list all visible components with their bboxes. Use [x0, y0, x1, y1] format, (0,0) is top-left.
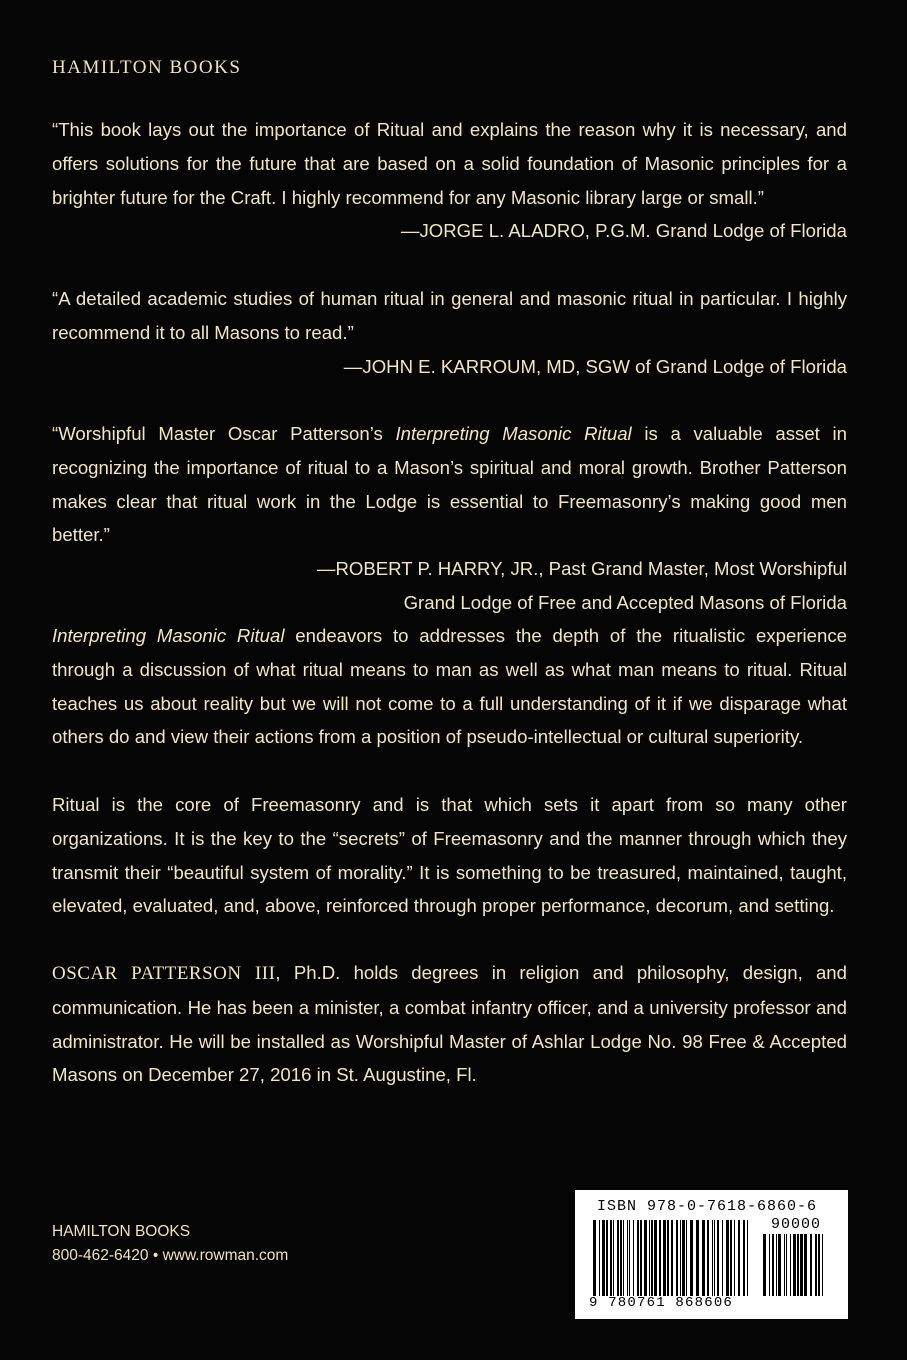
- publisher-info-bottom: [52, 1220, 288, 1268]
- barcode-bar: [790, 1234, 791, 1296]
- barcode-bar: [772, 1234, 774, 1296]
- barcode-bar: [613, 1220, 614, 1296]
- barcode-bar: [659, 1220, 661, 1296]
- barcode-bar: [815, 1234, 817, 1296]
- barcode-bar: [654, 1220, 657, 1296]
- barcode-bar: [734, 1220, 735, 1296]
- barcode-bar: [676, 1220, 678, 1296]
- barcode-bar: [690, 1220, 693, 1296]
- barcode-bar: [620, 1220, 622, 1296]
- barcode-bar: [722, 1220, 723, 1296]
- barcode-bar: [707, 1220, 709, 1296]
- barcode-bar: [818, 1234, 820, 1296]
- barcode-bar: [623, 1220, 624, 1296]
- barcode-bar: [629, 1220, 630, 1296]
- barcode-bar: [686, 1220, 687, 1296]
- barcode-bar: [617, 1220, 619, 1296]
- barcode-bar: [776, 1234, 777, 1296]
- barcode-bar: [778, 1234, 781, 1296]
- barcode-bar: [671, 1220, 673, 1296]
- barcode-bar: [682, 1220, 685, 1296]
- barcode-bar: [702, 1220, 705, 1296]
- barcode-bar: [651, 1220, 653, 1296]
- barcode-bar: [784, 1234, 785, 1296]
- isbn-number: ISBN 978-0-7618-6860-6: [597, 1198, 818, 1215]
- author-bio: [52, 956, 847, 1092]
- endorsement-2-attribution: —JOHN E. KARROUM, MD, SGW of Grand Lodge of Florida: [343, 355, 847, 377]
- endorsement-3: [52, 417, 847, 620]
- endorsement-3-attribution-line-2: Grand Lodge of Free and Accepted Masons of Florida: [403, 591, 847, 613]
- book-description-1-title: Interpreting Masonic Ritual: [52, 625, 285, 646]
- book-description-2-text: Ritual is the core of Freemasonry and is that which sets it apart from so many other organizations. It is the key to the “secrets” of Freemasonry and the manner through which they transmit their “beautiful system of morality.” It is something to be treasured, maintained, taught, elevated, evaluated, and, above, reinforced through proper performance, decorum, and setting.: [52, 794, 847, 917]
- barcode-bar: [730, 1220, 732, 1296]
- price-code: 90000: [771, 1216, 822, 1233]
- endorsement-3-text: [52, 417, 847, 552]
- barcode-bar: [649, 1220, 650, 1296]
- endorsement-2: [52, 282, 847, 383]
- book-description-1-text: [52, 619, 847, 754]
- barcode-bar: [696, 1220, 699, 1296]
- barcode-bar: [680, 1220, 681, 1296]
- barcode-bar: [593, 1220, 596, 1296]
- price-barcode-bars: [763, 1234, 825, 1296]
- barcode-bar: [793, 1234, 796, 1296]
- barcode-bar: [610, 1220, 612, 1296]
- publisher-contact: 800-462-6420 • www.rowman.com: [52, 1247, 289, 1264]
- endorsement-3-text-after: is a valuable asset in recognizing the importance of ritual to a Mason’s spiritual and moral growth. Brother Patterson makes clear that ritual work in the Lodge is essential to Freemasonry’s making good men better.”: [52, 423, 847, 546]
- barcode-bar: [747, 1220, 748, 1296]
- barcode-bar: [743, 1220, 745, 1296]
- barcode-bar: [822, 1234, 823, 1296]
- barcode-bar: [763, 1234, 766, 1296]
- ean-number: 9 780761 868606: [589, 1295, 734, 1311]
- barcode-bar: [804, 1234, 807, 1296]
- barcode-bar: [602, 1220, 605, 1296]
- barcode-bar: [786, 1234, 787, 1296]
- barcode-bar: [717, 1220, 719, 1296]
- barcode-bar: [663, 1220, 666, 1296]
- endorsement-3-text-before: “Worshipful Master Oscar Patterson’s: [52, 423, 396, 444]
- endorsement-3-attribution: [52, 552, 847, 620]
- barcode-bar: [637, 1220, 639, 1296]
- book-description-2: [52, 788, 847, 923]
- ean-barcode-bars: [593, 1220, 753, 1296]
- author-bio-text: [52, 956, 847, 1092]
- barcode-bar: [712, 1220, 713, 1296]
- barcode-bar: [627, 1220, 628, 1296]
- endorsement-1-attribution: —JORGE L. ALADRO, P.G.M. Grand Lodge of Florida: [400, 220, 847, 242]
- endorsement-3-attribution-line-1: —ROBERT P. HARRY, JR., Past Grand Master, Most Worshipful: [316, 558, 847, 580]
- barcode-bar: [644, 1220, 647, 1296]
- barcode-bar: [738, 1220, 740, 1296]
- barcode-bar: [797, 1234, 799, 1296]
- barcode-bar: [714, 1220, 715, 1296]
- isbn-barcode: [575, 1190, 848, 1319]
- barcode-bar: [800, 1234, 803, 1296]
- barcode-bar: [667, 1220, 669, 1296]
- barcode-bar: [606, 1220, 608, 1296]
- book-description-1-body: endeavors to addresses the depth of the ritualistic experience through a discussion of what ritual means to man as well as what man means to ritual. Ritual teaches us about reality but we will not come to a full understanding of it if we disparage what others do and view their actions from a position of pseudo-intellectual or cultural superiority.: [52, 625, 848, 748]
- endorsement-2-text: “A detailed academic studies of human ritual in general and masonic ritual in particular. I highly recommend it to all Masons to read.”: [52, 288, 847, 343]
- publisher-name-bottom: HAMILTON BOOKS: [52, 1223, 191, 1240]
- author-name: OSCAR PATTERSON III: [52, 963, 276, 984]
- book-description-1: [52, 619, 847, 754]
- barcode-bar: [769, 1234, 770, 1296]
- author-bio-body: , Ph.D. holds degrees in religion and philosophy, design, and communication. He has been a minister, a combat infantry officer, and a university professor and administrator. He will be installed as Worshipful Master of Ashlar Lodge No. 98 Free & Accepted Masons on December 27, 2016 in St. Augustine, Fl.: [52, 962, 847, 1086]
- barcode-bar: [640, 1220, 642, 1296]
- barcode-bar: [599, 1220, 600, 1296]
- barcode-bar: [633, 1220, 634, 1296]
- endorsement-1-text: “This book lays out the importance of Ritual and explains the reason why it is necessary, and offers solutions for the future that are based on a solid foundation of Masonic principles for a brighter future for the Craft. I highly recommend for any Masonic library large or small.”: [52, 119, 847, 208]
- endorsement-1: [52, 113, 847, 248]
- barcode-bar: [726, 1220, 729, 1296]
- barcode-bar: [810, 1234, 812, 1296]
- publisher-name-top: HAMILTON BOOKS: [52, 57, 242, 78]
- endorsement-3-book-title: Interpreting Masonic Ritual: [395, 423, 632, 444]
